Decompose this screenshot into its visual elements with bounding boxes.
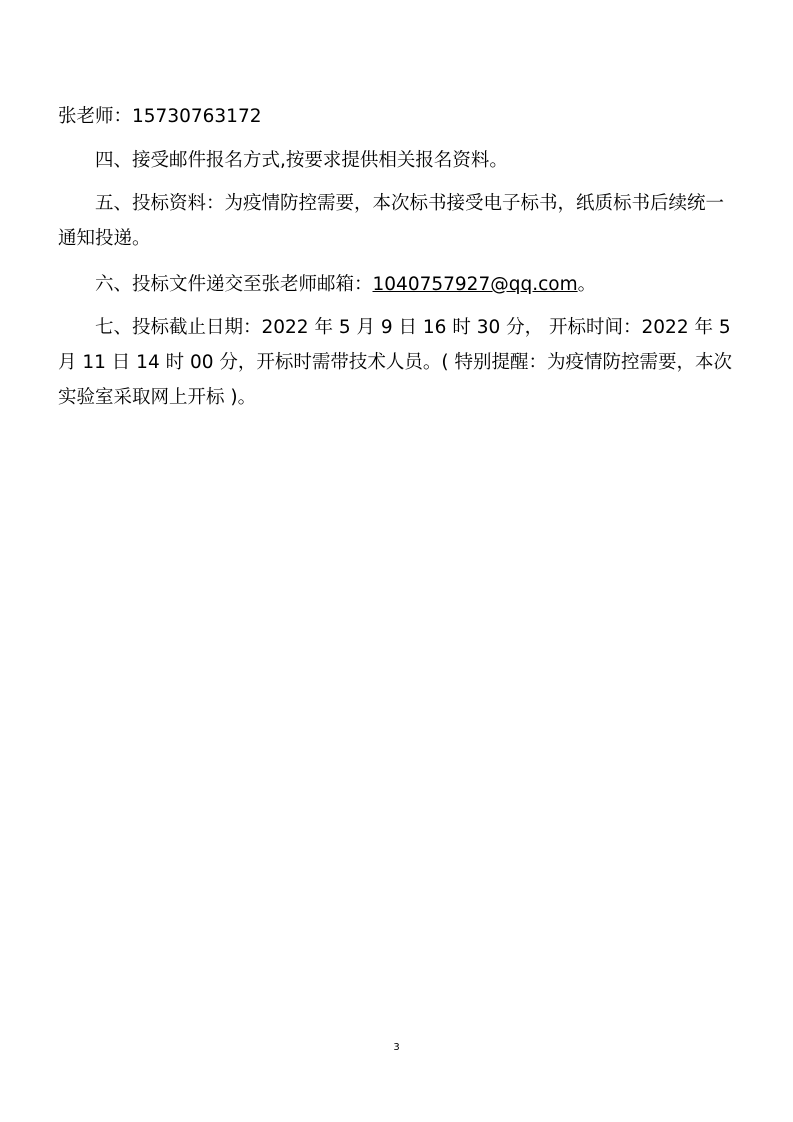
item-six-prefix: 六、投标文件递交至张老师邮箱： — [95, 274, 373, 295]
item-four-paragraph: 四、接受邮件报名方式,按要求提供相关报名资料。 — [95, 150, 508, 171]
contact-line — [58, 99, 738, 134]
email-link[interactable]: 1040757927@qq.com — [372, 274, 578, 295]
contact-label: 张老师： — [58, 106, 133, 127]
item-five-paragraph: 五、投标资料：为疫情防控需要，本次标书接受电子标书，纸质标书后续统一通知投递。 — [58, 193, 725, 249]
contact-phone: 15730763172 — [132, 106, 262, 127]
item-six-paragraph — [58, 267, 738, 302]
item-seven-paragraph: 七、投标截止日期：2022 年 5 月 9 日 16 时 30 分， 开标时间：2022 年 5 月 11 日 14 时 00 分，开标时需带技术人员。( 特别提醒：为疫情防控需要，本次实验室采取网上开标 )。 — [58, 317, 733, 408]
item-six-suffix: 。 — [577, 274, 597, 295]
page-number: 3 — [393, 1042, 400, 1053]
